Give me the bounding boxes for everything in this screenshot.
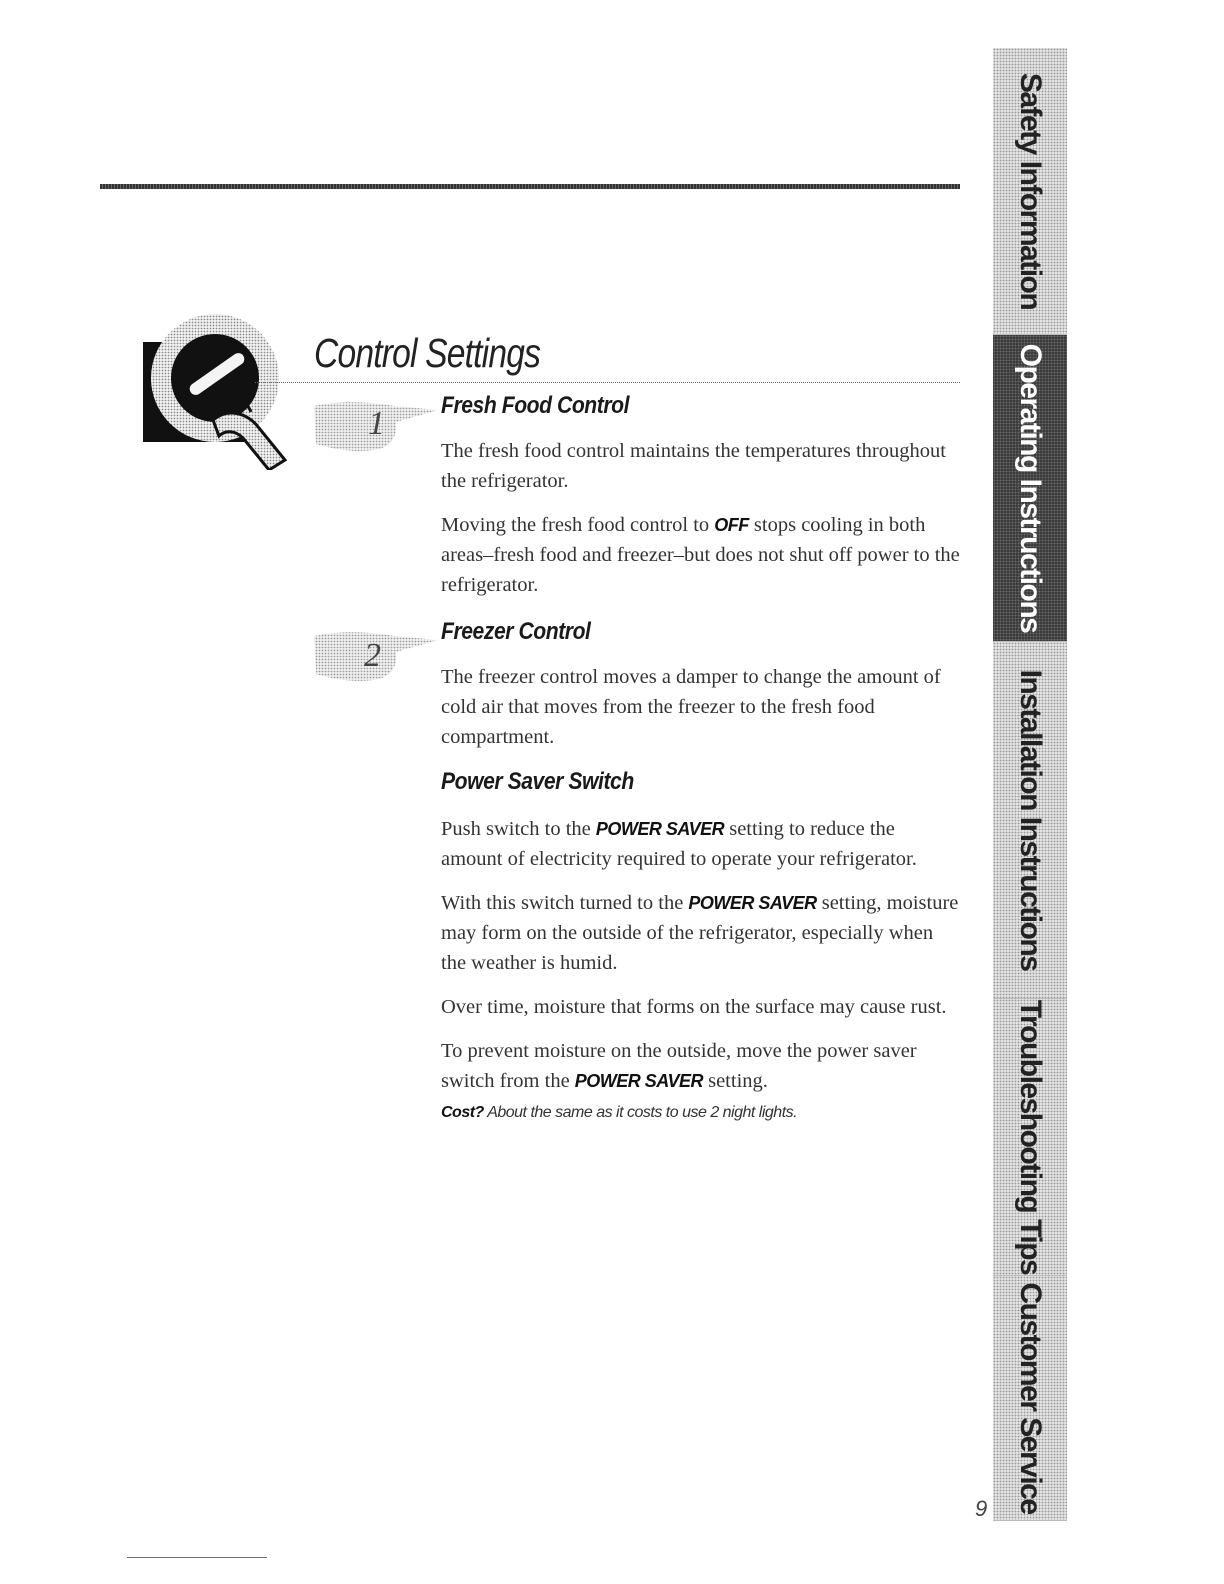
tab-safety-information[interactable] — [993, 48, 1067, 335]
freezer-paragraph: The freezer control moves a damper to change the amount of cold air that moves from the freezer to the fresh food compartment. — [441, 666, 941, 748]
power-saver-paragraph-3: Over time, moisture that forms on the surface may cause rust. — [441, 996, 947, 1018]
fresh-food-off-paragraph: Moving the fresh food control to OFF stops cooling in both areas–fresh food and freezer–but does not shut off power to the refrigerator. — [441, 514, 960, 596]
pointing-hand-icon — [312, 392, 440, 456]
tab-label: Operating Instructions — [1014, 343, 1047, 633]
fresh-food-heading: Fresh Food Control — [441, 392, 630, 419]
tab-troubleshooting-tips[interactable] — [993, 999, 1067, 1276]
tab-operating-instructions[interactable] — [993, 335, 1067, 642]
power-saver-heading: Power Saver Switch — [441, 768, 634, 795]
power-saver-paragraph-1: Push switch to the POWER SAVER setting to reduce the amount of electricity required to operate your refrigerator. — [441, 818, 917, 870]
freezer-heading: Freezer Control — [441, 618, 591, 645]
tab-label: Troubleshooting Tips — [1014, 999, 1047, 1275]
page-number: 9 — [975, 1496, 988, 1521]
control-dial-icon — [143, 300, 303, 470]
tab-label: Customer Service — [1014, 1282, 1047, 1514]
section-title: Control Settings — [314, 330, 541, 376]
section-rule — [255, 382, 960, 383]
tab-label: Safety Information — [1014, 72, 1047, 310]
side-tabs — [993, 48, 1067, 1520]
power-saver-paragraph-4: To prevent moisture on the outside, move the power saver switch from the POWER SAVER setting. — [441, 1040, 917, 1092]
power-saver-paragraph-2: With this switch turned to the POWER SAVER setting, moisture may form on the outside of the refrigerator, especially when the weather is humid. — [441, 892, 959, 974]
pointing-hand-icon — [312, 622, 440, 686]
cost-note: Cost? About the same as it costs to use 2 night lights. — [441, 1104, 798, 1121]
fresh-food-paragraph: The fresh food control maintains the temperatures throughout the refrigerator. — [441, 440, 946, 492]
step-number-1: 1 — [368, 405, 385, 442]
bottom-line — [127, 1557, 267, 1558]
step-number-2: 2 — [364, 637, 381, 674]
tab-label: Installation Instructions — [1014, 669, 1047, 971]
content — [441, 392, 961, 1122]
tab-installation-instructions[interactable] — [993, 642, 1067, 999]
tab-customer-service[interactable] — [993, 1276, 1067, 1521]
top-rule — [100, 184, 960, 189]
